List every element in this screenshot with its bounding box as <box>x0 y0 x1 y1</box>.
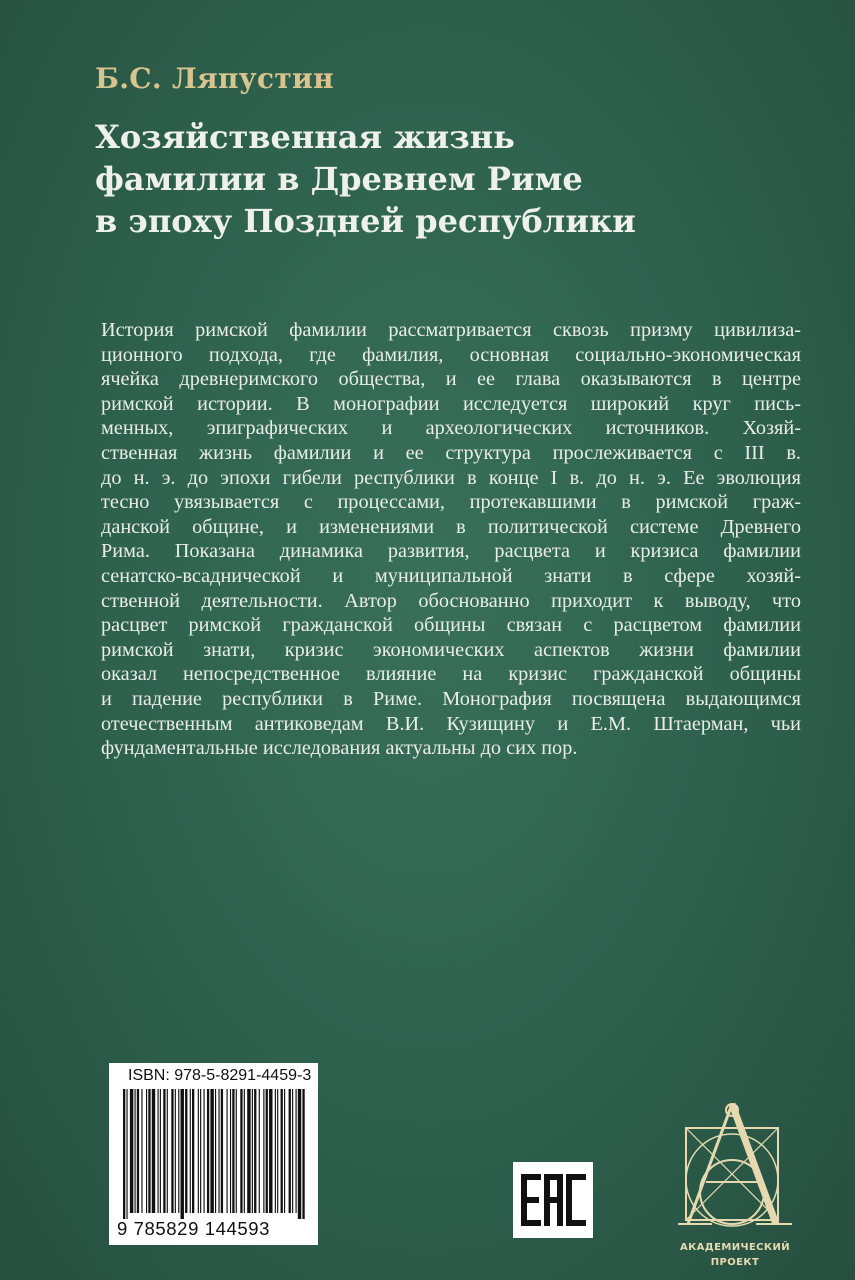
publisher-name <box>665 1240 805 1270</box>
annotation-line: отечественным антиковедам В.И. Кузищину и Е.М. Штаерман, чьи <box>101 712 801 735</box>
annotation-line: римской истории. В монографии исследуется широкий круг пись- <box>101 392 801 415</box>
isbn-barcode <box>109 1063 318 1245</box>
annotation-line: до н. э. до эпохи гибели республики в конце I в. до н. э. Ее эволюция <box>101 466 801 489</box>
title-line: фамилии в Древнем Риме <box>95 160 583 198</box>
annotation-line: ячейка древнеримского общества, и ее глава оказываются в центре <box>101 368 801 391</box>
isbn-label: ISBN: 978-5-8291-4459-3 <box>128 1067 312 1084</box>
annotation-text <box>101 318 801 761</box>
annotation-line: расцвет римской гражданской общины связан с расцветом фамилии <box>101 614 801 637</box>
annotation-line: менных, эпиграфических и археологических источников. Хозяй- <box>101 417 801 440</box>
publisher-name-line: АКАДЕМИЧЕСКИЙ <box>679 1242 791 1253</box>
publisher-name-line: ПРОЕКТ <box>710 1257 760 1268</box>
barcode-bars <box>123 1089 305 1219</box>
title-line: в эпоху Поздней республики <box>95 202 636 240</box>
annotation-line: римской знати, кризис экономических аспектов жизни фамилии <box>101 638 801 661</box>
annotation-line: ственной деятельности. Автор обоснованно приходит к выводу, что <box>101 589 801 612</box>
eac-icon <box>513 1162 593 1238</box>
publisher-logo-icon <box>672 1100 798 1238</box>
title-line: Хозяйственная жизнь <box>95 118 515 156</box>
annotation-line: ционного подхода, где фамилия, основная социально-экономическая <box>101 343 801 366</box>
annotation-line: тесно увязывается с процессами, протекавшими в римской граж- <box>101 491 801 514</box>
annotation-line: Рима. Показана динамика развития, расцвета и кризиса фамилии <box>101 540 801 563</box>
annotation-line: данской общине, и изменениями в политической системе Древнего <box>101 515 801 538</box>
annotation-line: и падение республики в Риме. Монография посвящена выдающимся <box>101 687 801 710</box>
annotation-line: сенатско-всаднической и муниципальной знати в сфере хозяй- <box>101 564 801 587</box>
ean-digits: 9 785829 144593 <box>117 1218 271 1239</box>
author-name: Б.С. Ляпустин <box>95 62 334 95</box>
annotation-line: оказал непосредственное влияние на кризис гражданской общины <box>101 663 801 686</box>
book-title <box>95 116 795 242</box>
annotation-line: История римской фамилии рассматривается сквозь призму цивилиза- <box>101 319 801 341</box>
annotation-line: фундаментальные исследования актуальны до сих пор. <box>101 737 578 760</box>
eac-mark <box>513 1162 593 1238</box>
annotation-line: ственная жизнь фамилии и ее структура прослеживается с III в. <box>101 441 801 464</box>
